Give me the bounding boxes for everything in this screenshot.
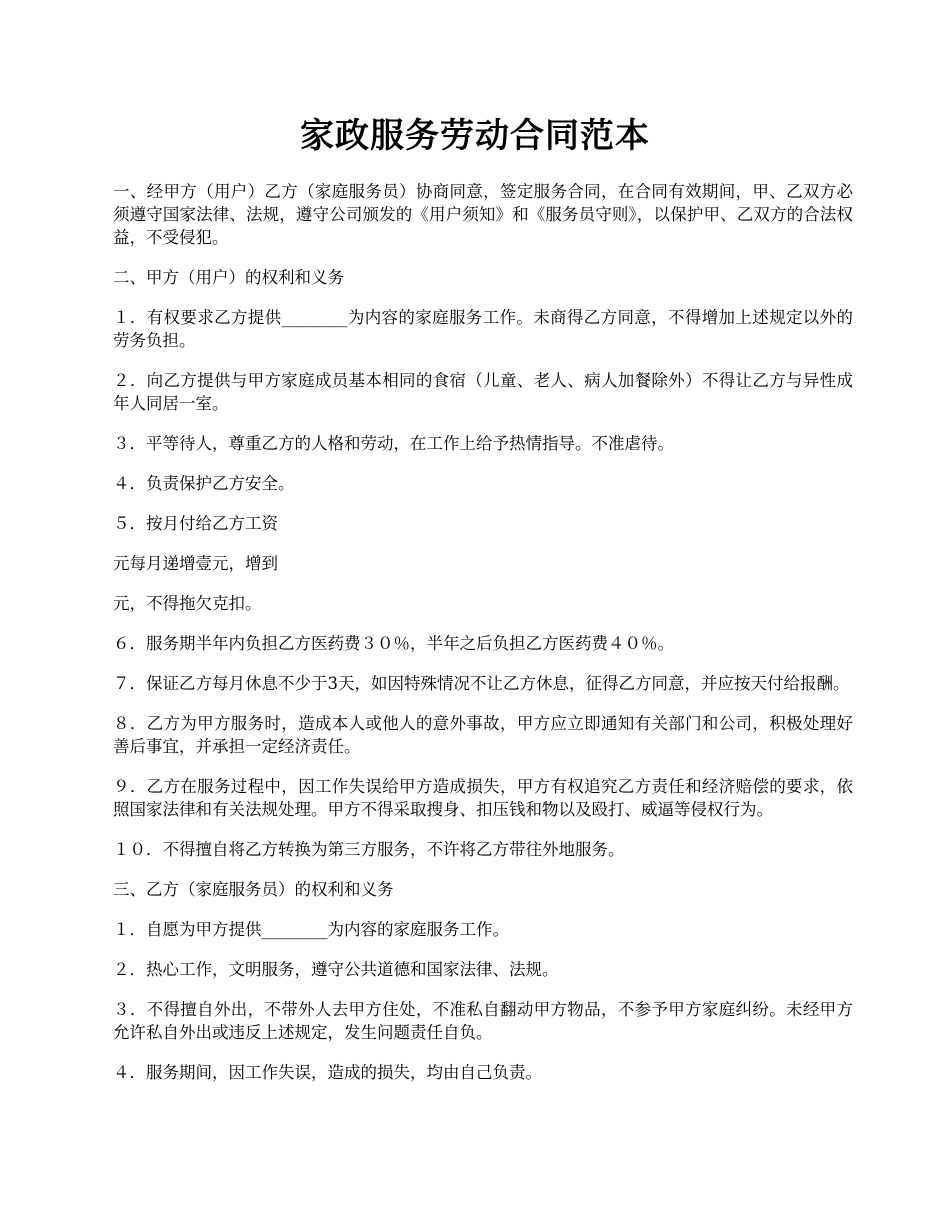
clause-paragraph: ６．服务期半年内负担乙方医药费３０％，半年之后负担乙方医药费４０％。 [113, 634, 674, 653]
clause-paragraph: ９．乙方在服务过程中，因工作失误给甲方造成损失，甲方有权追究乙方责任和经济赔偿的要求，依照国家法律和有关法规处理。甲方不得采取搜身、扣压钱和物以及殴打、威逼等侵权行为。 [113, 777, 853, 819]
clause-paragraph: ３．不得擅自外出，不带外人去甲方住处，不准私自翻动甲方物品，不参予甲方家庭纠纷。未经甲方允许私自外出或违反上述规定，发生问题责任自负。 [113, 1000, 853, 1042]
clause-paragraph: ４．负责保护乙方安全。 [113, 474, 295, 493]
section-heading: 二、甲方（用户）的权利和义务 [113, 268, 344, 287]
clause-paragraph: 元每月递增壹元，增到 [113, 554, 278, 573]
clause-paragraph: 一、经甲方（用户）乙方（家庭服务员）协商同意，签定服务合同，在合同有效期间，甲、乙双方必须遵守国家法律、法规，遵守公司颁发的《用户须知》和《服务员守则》，以保护甲、乙双方的合法权益，不受侵犯。 [113, 182, 853, 247]
document-title: 家政服务劳动合同范本 [300, 116, 650, 156]
clause-paragraph: ２．热心工作，文明服务，遵守公共道德和国家法律、法规。 [113, 960, 559, 979]
clause-paragraph: 元，不得拖欠克扣。 [113, 594, 262, 613]
section-heading: 三、乙方（家庭服务员）的权利和义务 [113, 880, 394, 899]
clause-paragraph: ４．服务期间，因工作失误，造成的损失，均由自己负责。 [113, 1063, 542, 1082]
clause-paragraph: ８．乙方为甲方服务时，造成本人或他人的意外事故，甲方应立即通知有关部门和公司，积极处理好善后事宜，并承担一定经济责任。 [113, 714, 853, 756]
clause-paragraph: ５．按月付给乙方工资 [113, 514, 278, 533]
clause-paragraph: １．自愿为甲方提供________为内容的家庭服务工作。 [113, 920, 509, 939]
clause-paragraph: １．有权要求乙方提供________为内容的家庭服务工作。未商得乙方同意，不得增加上述规定以外的劳务负担。 [113, 308, 853, 350]
clause-paragraph: ３．平等待人，尊重乙方的人格和劳动，在工作上给予热情指导。不准虐待。 [113, 434, 674, 453]
document-body [113, 180, 853, 1101]
clause-paragraph: １０．不得擅自将乙方转换为第三方服务，不许将乙方带往外地服务。 [113, 840, 625, 859]
clause-paragraph: ２．向乙方提供与甲方家庭成员基本相同的食宿（儿童、老人、病人加餐除外）不得让乙方与异性成年人同居一室。 [113, 371, 853, 413]
clause-paragraph: ７．保证乙方每月休息不少于3天，如因特殊情况不让乙方休息，征得乙方同意，并应按天付给报酬。 [113, 674, 850, 693]
